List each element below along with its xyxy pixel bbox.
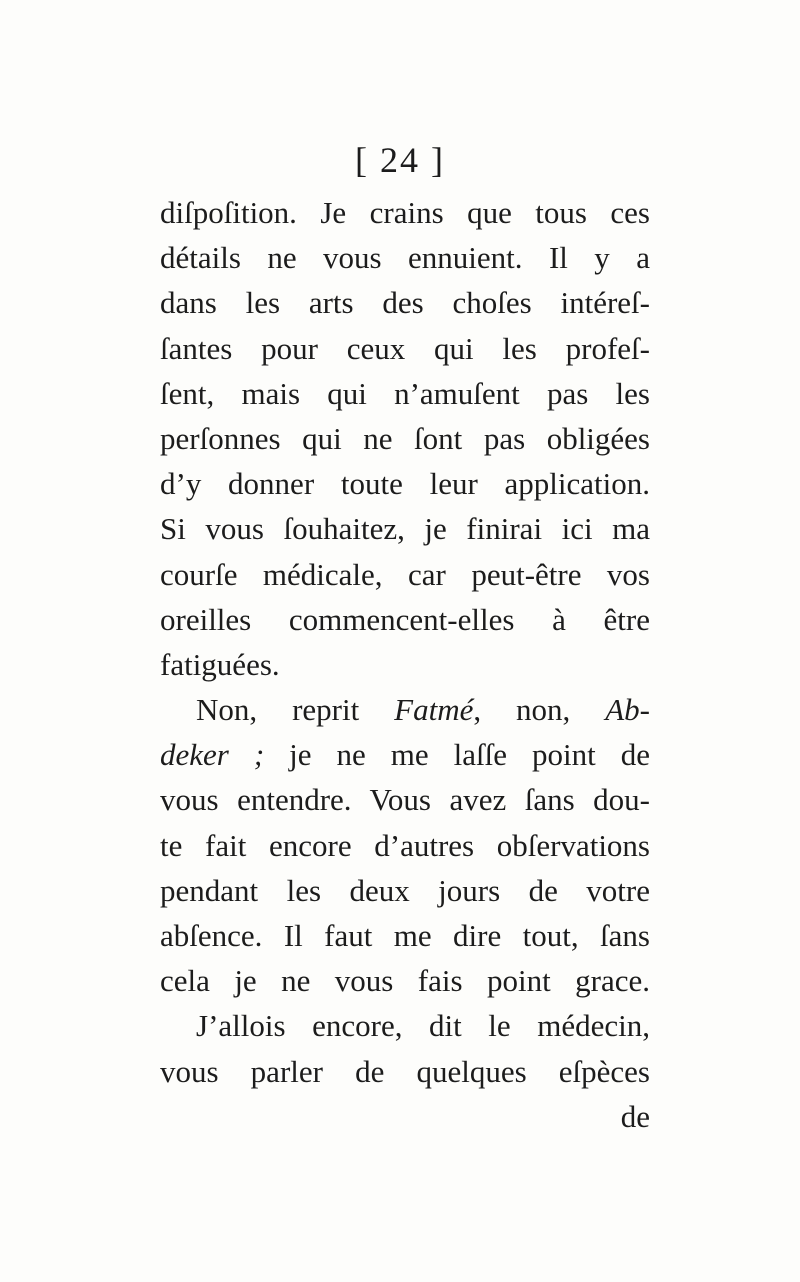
paragraph-first-line: J’allois encore, dit le médecin,: [196, 1008, 650, 1044]
text-line: fatiguées.: [160, 646, 280, 682]
text-line: vous parler de quelques eſpèces: [160, 1053, 650, 1089]
catchword: de: [620, 1098, 650, 1134]
text-line: perſonnes qui ne ſont pas obligées: [160, 420, 650, 456]
text-line: cela je ne vous fais point grace.: [160, 963, 650, 999]
text-line: oreilles commencent-elles à être: [160, 601, 650, 637]
body-text: [160, 190, 650, 1139]
text-line: pendant les deux jours de votre: [160, 872, 650, 908]
page-number: [ 24 ]: [355, 140, 445, 180]
text-line: vous entendre. Vous avez ſans dou-: [160, 782, 650, 818]
text-line: détails ne vous ennuient. Il y a: [160, 240, 650, 276]
text-line: Si vous ſouhaitez, je finirai ici ma: [160, 511, 650, 547]
character-name: deker ;: [160, 737, 265, 773]
text-line: abſence. Il faut me dire tout, ſans: [160, 918, 650, 953]
text-line: diſpoſition. Je crains que tous ces: [160, 195, 650, 230]
paragraph-first-line: [160, 687, 650, 732]
text-run: , non,: [473, 692, 606, 728]
text-line: [160, 732, 650, 777]
text-run: Non, reprit: [196, 692, 395, 728]
text-line: dans les arts des choſes intéreſ-: [160, 285, 650, 321]
character-name: Fatmé: [394, 692, 474, 728]
text-line: d’y donner toute leur application.: [160, 466, 650, 502]
text-line: ſent, mais qui n’amuſent pas les: [160, 375, 650, 411]
text-line: courſe médicale, car peut-être vos: [160, 556, 650, 592]
text-run: je ne me laſſe point de: [264, 737, 650, 773]
text-line: ſantes pour ceux qui les profeſ-: [160, 330, 650, 366]
character-name: Ab-: [605, 692, 650, 728]
text-line: te fait encore d’autres obſervations: [160, 827, 650, 863]
